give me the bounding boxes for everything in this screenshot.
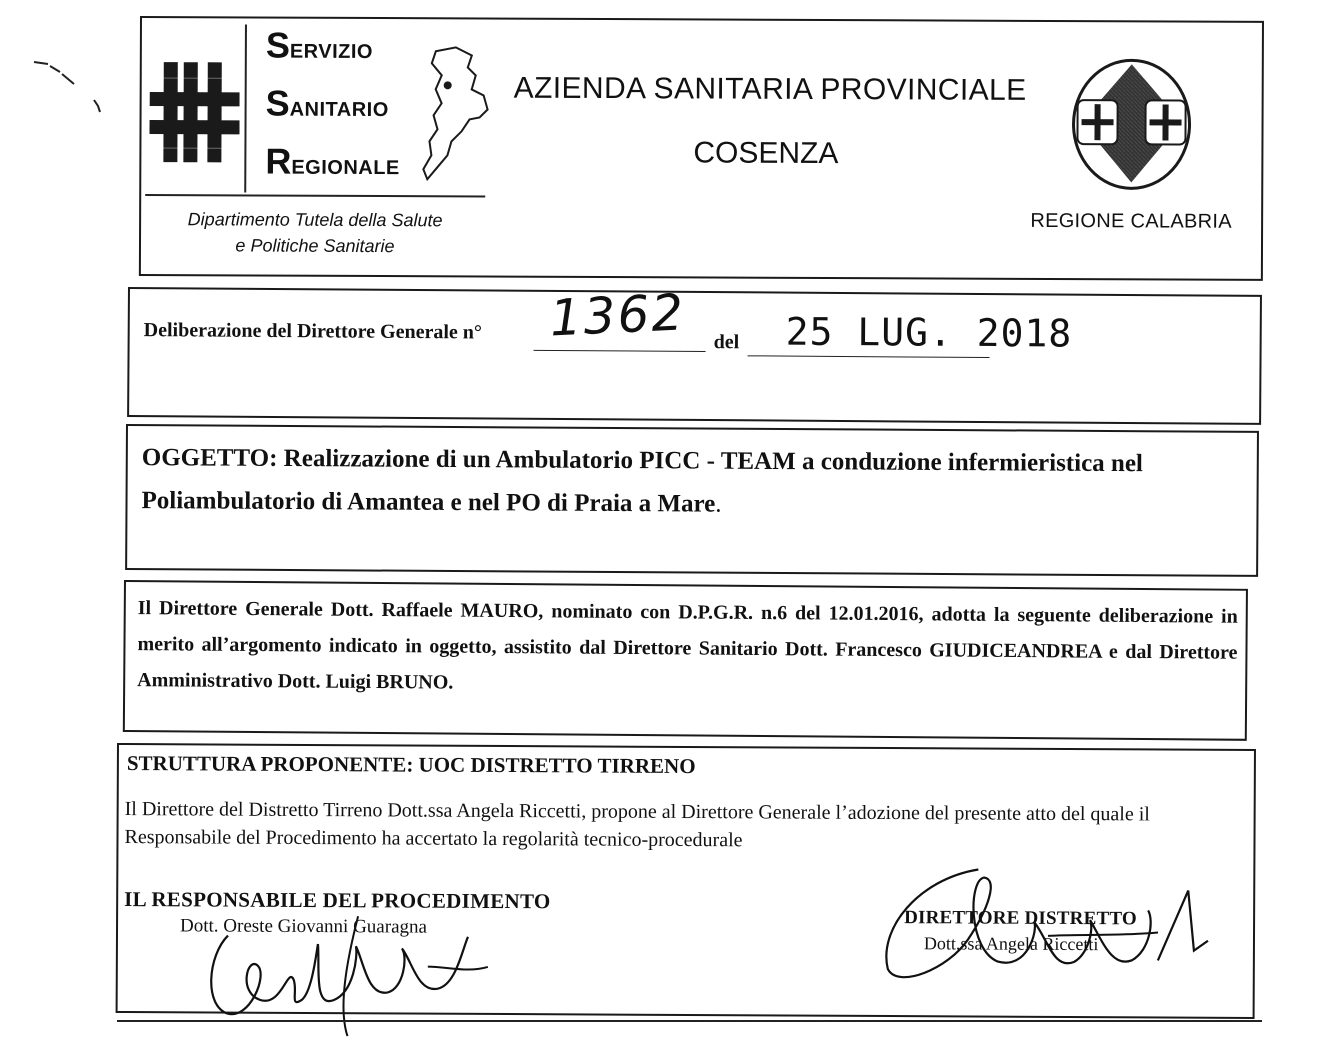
number-underline — [534, 350, 706, 352]
deliberation-number: 1362 — [549, 283, 687, 347]
bottom-rule — [117, 1020, 1262, 1022]
responsabile-title: IL RESPONSABILE DEL PROCEDIMENTO — [124, 887, 551, 914]
date-label: del — [714, 331, 740, 354]
ssr-line-sanitario: SANITARIO — [266, 83, 389, 126]
director-box — [123, 580, 1248, 741]
ssr-line-regionale: REGIONALE — [265, 141, 400, 184]
agency-city: COSENZA — [693, 136, 838, 171]
responsabile-name: Dott. Oreste Giovanni Guaragna — [180, 915, 427, 938]
deliberation-label: Deliberazione del Direttore Generale n° — [144, 319, 482, 344]
deliberation-box — [127, 287, 1262, 425]
subject-box — [125, 424, 1259, 577]
direttore-distretto-name: Dott.ssa Angela Riccetti — [924, 933, 1099, 955]
ssr-cross-logo — [149, 58, 239, 168]
letterhead — [139, 16, 1264, 281]
direttore-distretto-title: DIRETTORE DISTRETTO — [904, 907, 1137, 930]
ssr-line-servizio: SERVIZIO — [266, 25, 373, 67]
agency-title: AZIENDA SANITARIA PROVINCIALE — [514, 72, 1027, 108]
subject-text: OGGETTO: Realizzazione di un Ambulatorio PICC - TEAM a conduzione infermieristica nel Poliambulatorio di Amantea e nel PO di Praia a Mare. — [141, 436, 1248, 529]
proposing-structure-box — [116, 743, 1256, 1019]
calabria-map-icon — [421, 45, 492, 185]
proposing-structure-body: Il Direttore del Distretto Tirreno Dott.ssa Angela Riccetti, propone al Direttore Generale l’adozione del presente atto del quale il Responsabile del Procedimento ha accertato la regolarità tecnico-procedurale — [124, 795, 1250, 857]
region-label: REGIONE CALABRIA — [1021, 210, 1241, 234]
department-label: Dipartimento Tutela della Salute e Politiche Sanitarie — [165, 206, 465, 259]
director-statement: Il Direttore Generale Dott. Raffaele MAURO, nominato con D.P.G.R. n.6 del 12.01.2016, adotta la seguente deliberazione in merito all’argomento indicato in oggetto, assistito dal Direttore Sanitario Dott. Francesco GIUDICEANDREA e dal Direttore Amministrativo Dott. Luigi BRUNO. — [137, 590, 1238, 707]
region-coat-of-arms-icon — [1069, 56, 1194, 193]
scan-mark — [30, 54, 110, 114]
logo-divider-vertical — [244, 24, 247, 192]
logo-divider-horizontal — [145, 194, 485, 197]
deliberation-date-stamp: 25 LUG. 2018 — [786, 310, 1073, 356]
date-underline — [748, 355, 990, 358]
proposing-structure-title: STRUTTURA PROPONENTE: UOC DISTRETTO TIRRENO — [127, 751, 696, 779]
